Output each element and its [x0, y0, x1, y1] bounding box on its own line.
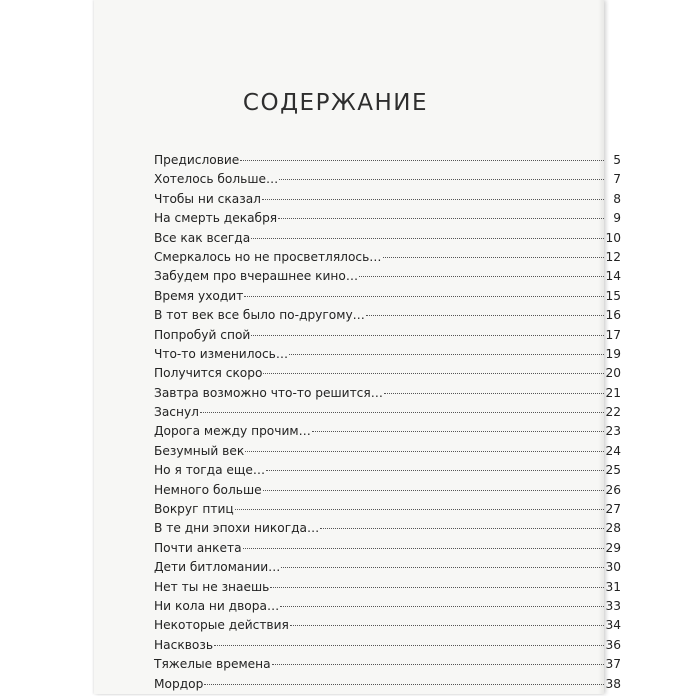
dot-leader [235, 509, 604, 510]
dot-leader [266, 470, 604, 471]
dot-leader [270, 587, 604, 588]
dot-leader [200, 412, 604, 413]
toc-entry-page: 31 [605, 579, 621, 594]
toc-entry-page: 14 [605, 269, 621, 284]
toc-entry [154, 192, 630, 211]
toc-entry-page: 33 [605, 598, 621, 613]
toc-entry-title: Нет ты не знаешь [154, 579, 270, 594]
toc-entry [154, 366, 630, 385]
dot-leader [384, 393, 604, 394]
toc-entry-page: 20 [605, 366, 621, 381]
toc-entry-title: Тяжелые времена [154, 657, 271, 672]
toc-entry [154, 638, 630, 657]
toc-entry-title: Некоторые действия [154, 618, 289, 633]
dot-leader [366, 315, 604, 316]
toc-entry-title: В те дни эпохи никогда… [154, 521, 320, 536]
toc-entry-title: Вокруг птиц [154, 502, 234, 517]
toc-entry-page: 12 [605, 249, 621, 264]
toc-entry-title: Безумный век [154, 443, 245, 458]
toc-entry-page: 23 [605, 424, 621, 439]
toc-heading: СОДЕРЖАНИЕ [242, 90, 428, 116]
dot-leader [279, 179, 604, 180]
toc-entry [154, 386, 630, 405]
book-page [94, 0, 621, 694]
toc-entry-title: Мордор [154, 676, 204, 691]
toc-entry-title: Немного больше [154, 482, 262, 497]
dot-leader [290, 625, 604, 626]
toc-entry-page: 17 [605, 327, 621, 342]
toc-entry [154, 289, 630, 308]
toc-entry [154, 405, 630, 424]
toc-entry [154, 657, 630, 676]
toc-entry-page: 19 [605, 346, 621, 361]
toc-entry [154, 231, 630, 250]
toc-entry-page: 26 [605, 482, 621, 497]
toc-entry [154, 347, 630, 366]
toc-entry-title: Завтра возможно что-то решится… [154, 385, 383, 400]
dot-leader [272, 664, 604, 665]
dot-leader [245, 451, 604, 452]
toc-entry-page: 25 [605, 463, 621, 478]
dot-leader [214, 645, 604, 646]
toc-entry [154, 560, 630, 579]
toc-entry-page: 27 [605, 502, 621, 517]
toc-entry-title: Что-то изменилось… [154, 346, 289, 361]
toc-entry [154, 521, 630, 540]
toc-entry [154, 424, 630, 443]
toc-entry-title: Попробуй спой [154, 327, 251, 342]
toc-entry-page: 10 [605, 230, 621, 245]
toc-entry-title: Но я тогда еще… [154, 463, 266, 478]
toc-entry-title: Ни кола ни двора… [154, 598, 280, 613]
dot-leader [383, 257, 605, 258]
toc-entry-page: 29 [605, 540, 621, 555]
toc-entry-page: 22 [605, 405, 621, 420]
toc-entry-page: 21 [605, 385, 621, 400]
toc-entry-page: 15 [605, 288, 621, 303]
toc-entry-title: Насквозь [154, 637, 213, 652]
dot-leader [359, 276, 604, 277]
toc-entry-title: В тот век все было по-другому… [154, 308, 365, 323]
toc-entry [154, 172, 630, 191]
dot-leader [289, 354, 604, 355]
toc-entry-page: 28 [605, 521, 621, 536]
toc-entry-title: Предисловие [154, 153, 240, 167]
toc-entry [154, 444, 630, 463]
dot-leader [281, 567, 604, 568]
toc-list [154, 153, 630, 696]
toc-entry [154, 541, 630, 560]
toc-entry-title: Заснул [154, 405, 199, 420]
dot-leader [243, 548, 604, 549]
toc-entry [154, 308, 630, 327]
toc-entry-page: 37 [605, 657, 621, 672]
dot-leader [278, 218, 604, 219]
toc-entry [154, 599, 630, 618]
toc-entry [154, 502, 630, 521]
dot-leader [280, 606, 604, 607]
toc-entry [154, 580, 630, 599]
toc-entry [154, 483, 630, 502]
toc-entry-page: 38 [605, 676, 621, 691]
dot-leader [251, 335, 604, 336]
toc-entry-page: 7 [613, 172, 621, 187]
toc-entry-page: 36 [605, 637, 621, 652]
dot-leader [320, 528, 604, 529]
dot-leader [262, 199, 604, 200]
toc-entry-page: 30 [605, 560, 621, 575]
dot-leader [251, 238, 604, 239]
toc-entry-title: Хотелось больше… [154, 172, 279, 187]
toc-entry [154, 250, 630, 269]
dot-leader [240, 160, 604, 161]
toc-entry [154, 211, 630, 230]
toc-entry-title: Почти анкета [154, 540, 242, 555]
toc-entry-page: 16 [605, 308, 621, 323]
toc-entry [154, 153, 630, 172]
toc-entry-title: Смеркалось но не просветлялось… [154, 249, 382, 264]
toc-entry-title: Дорога между прочим… [154, 424, 311, 439]
toc-entry-page: 9 [613, 211, 621, 226]
toc-entry-title: Дети битломании… [154, 560, 281, 575]
toc-entry [154, 269, 630, 288]
dot-leader [263, 490, 604, 491]
toc-entry [154, 328, 630, 347]
toc-entry-page: 24 [605, 443, 621, 458]
toc-entry-page: 8 [613, 191, 621, 206]
dot-leader [244, 296, 604, 297]
toc-entry [154, 677, 630, 696]
toc-entry-title: Время уходит [154, 288, 244, 303]
toc-entry-title: На смерть декабря [154, 211, 278, 226]
dot-leader [312, 431, 604, 432]
toc-entry-page: 5 [613, 153, 621, 167]
dot-leader [204, 684, 604, 685]
toc-entry-title: Чтобы ни сказал [154, 191, 261, 206]
toc-entry-title: Получится скоро [154, 366, 263, 381]
dot-leader [263, 373, 604, 374]
toc-entry-title: Все как всегда [154, 230, 251, 245]
toc-entry-title: Забудем про вчерашнее кино… [154, 269, 359, 284]
toc-entry [154, 618, 630, 637]
toc-entry-page: 34 [605, 618, 621, 633]
toc-entry [154, 463, 630, 482]
